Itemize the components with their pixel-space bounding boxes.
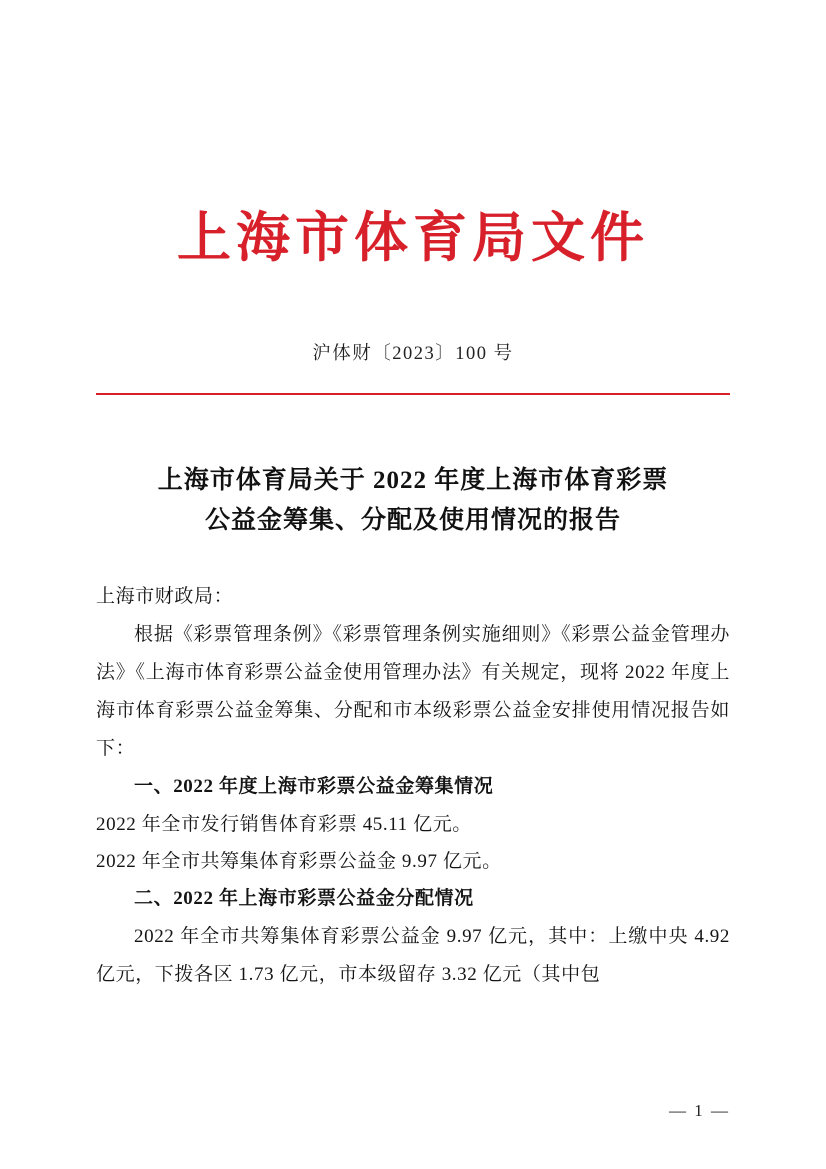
section-one-item-1: 2022 年全市发行销售体育彩票 45.11 亿元。	[96, 813, 472, 835]
section-one-item-2: 2022 年全市共筹集体育彩票公益金 9.97 亿元。	[96, 850, 502, 872]
page-title-line-2: 公益金筹集、分配及使用情况的报告	[204, 507, 621, 535]
page-number-footer: — 1 —	[669, 1101, 730, 1120]
recipient-line: 上海市财政局：	[96, 585, 234, 607]
document-number: 沪体财〔2023〕100 号	[312, 343, 514, 364]
page-title-line-1: 上海市体育局关于 2022 年度上海市体育彩票	[157, 466, 669, 494]
intro-paragraph: 根据《彩票管理条例》《彩票管理条例实施细则》《彩票公益金管理办法》《上海市体育彩票公益金使用管理办法》有关规定，现将 2022 年度上海市体育彩票公益金筹集、分配和市本级彩票公益金安排使用情况报告如下：	[96, 623, 730, 759]
document-body	[96, 578, 730, 994]
red-divider-rule	[96, 393, 730, 395]
section-two-title: 二、2022 年上海市彩票公益金分配情况	[134, 887, 474, 909]
section-two-item-1: 2022 年全市共筹集体育彩票公益金 9.97 亿元，其中：上缴中央 4.92 亿元，下拨各区 1.73 亿元，市本级留存 3.32 亿元（其中包	[96, 925, 730, 985]
masthead-title: 上海市体育局文件	[177, 208, 649, 268]
page-title	[96, 461, 730, 542]
section-one-title: 一、2022 年度上海市彩票公益金筹集情况	[134, 775, 494, 797]
